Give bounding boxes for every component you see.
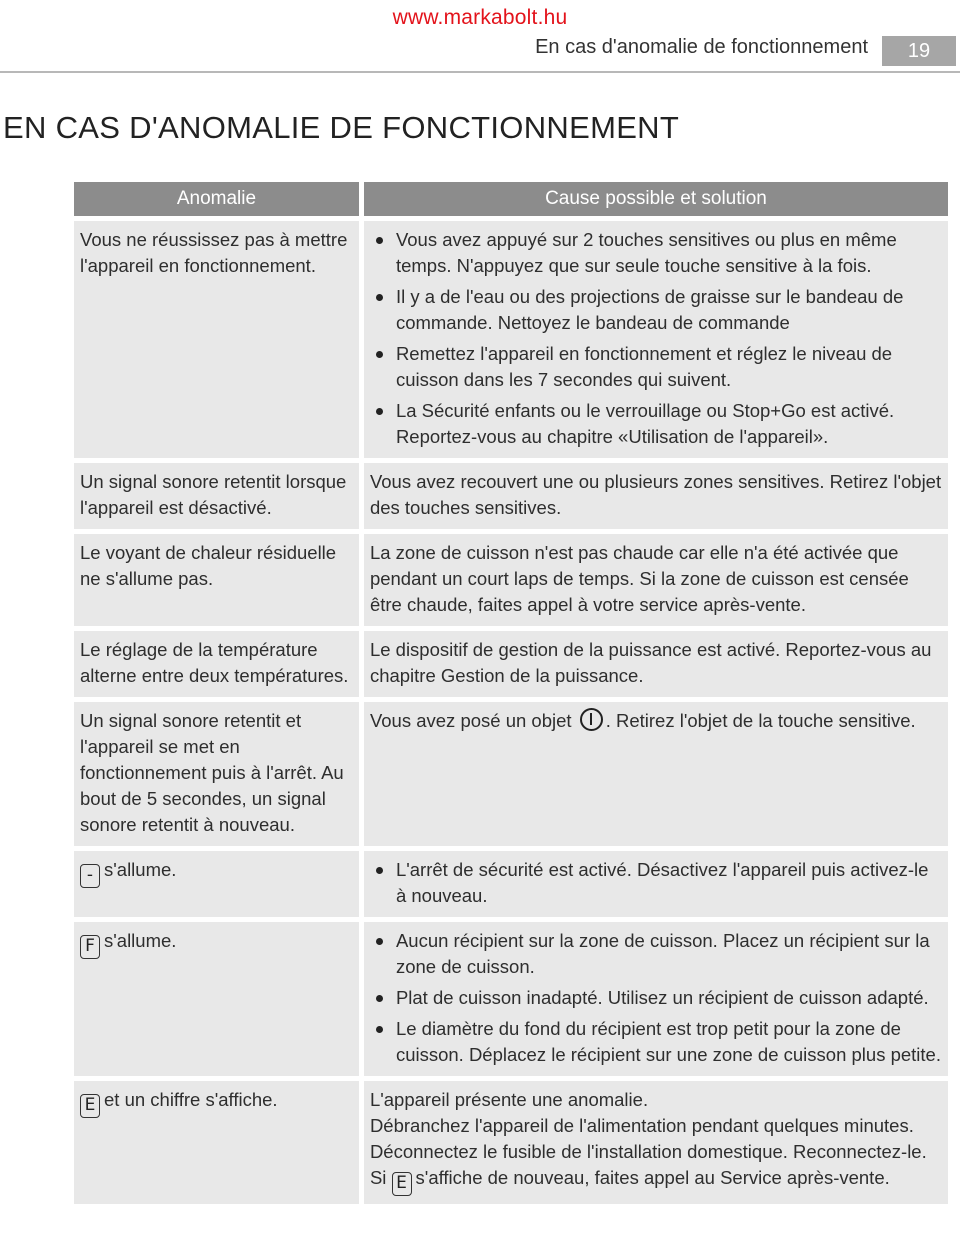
anomaly-cell	[74, 221, 359, 463]
table-header-row	[74, 182, 948, 221]
solution-text: Remettez l'appareil en fonctionnement et réglez le niveau de cuisson dans les 7 secondes qui suivent.	[395, 343, 893, 390]
anomaly-text: Vous ne réussissez pas à mettre l'appareil en fonctionnement.	[80, 229, 348, 276]
solution-paragraph	[370, 1113, 942, 1196]
solution-text: L'appareil présente une anomalie.	[369, 1089, 649, 1110]
solution-list	[370, 227, 942, 450]
bullet-icon	[376, 351, 383, 358]
table-row	[74, 463, 948, 534]
solution-text: La Sécurité enfants ou le verrouillage ou Stop+Go est activé. Reportez-vous au chapitre «Utilisation de l'appareil».	[395, 400, 895, 447]
list-item	[370, 341, 942, 393]
bullet-icon	[376, 408, 383, 415]
solution-text: s'affiche de nouveau, faites appel au Service après-vente.	[415, 1167, 890, 1188]
solution-list	[370, 857, 942, 909]
display-symbol-e-icon: E	[392, 1172, 412, 1196]
solution-text: Le dispositif de gestion de la puissance est activé. Reportez-vous au chapitre Gestion de la puissance.	[369, 639, 932, 686]
solution-text: Débranchez l'appareil de l'alimentation pendant quelques minutes. Déconnectez le fusible de l'installation domestique. Reconnectez-le. Si	[369, 1115, 927, 1188]
anomaly-cell	[74, 851, 359, 922]
anomaly-text: Un signal sonore retentit lorsque l'appareil est désactivé.	[80, 471, 347, 518]
anomaly-cell	[74, 922, 359, 1081]
solution-cell	[364, 922, 948, 1081]
table-row	[74, 631, 948, 702]
page-number: 19	[882, 36, 956, 66]
anomaly-cell	[74, 631, 359, 702]
solution-text: Vous avez posé un objet	[369, 710, 572, 731]
table-row	[74, 702, 948, 851]
bullet-icon	[376, 867, 383, 874]
running-title: En cas d'anomalie de fonctionnement	[535, 36, 868, 58]
bullet-icon	[376, 938, 383, 945]
solution-text: Vous avez appuyé sur 2 touches sensitives ou plus en même temps. N'appuyez que sur seule touche sensitive à la fois.	[395, 229, 897, 276]
solution-cell	[364, 851, 948, 922]
anomaly-cell	[74, 702, 359, 851]
list-item	[370, 928, 942, 980]
display-symbol-f-icon: F	[80, 935, 100, 959]
list-item	[370, 985, 942, 1011]
list-item	[370, 284, 942, 336]
anomaly-text: Le réglage de la température alterne entre deux températures.	[80, 639, 349, 686]
solution-cell	[364, 534, 948, 631]
bullet-icon	[376, 1026, 383, 1033]
column-header-solution: Cause possible et solution	[364, 182, 948, 221]
anomaly-text: et un chiffre s'affiche.	[104, 1089, 278, 1110]
display-symbol-e-icon: E	[80, 1094, 100, 1118]
watermark-url: www.markabolt.hu	[392, 6, 568, 29]
solution-list	[370, 928, 942, 1068]
list-item	[370, 227, 942, 279]
list-item	[370, 1016, 942, 1068]
solution-cell	[364, 463, 948, 534]
bullet-icon	[376, 294, 383, 301]
solution-cell	[364, 702, 948, 851]
anomaly-cell	[74, 534, 359, 631]
solution-cell	[364, 221, 948, 463]
solution-cell	[364, 1081, 948, 1209]
table-row	[74, 1081, 948, 1209]
anomaly-text: s'allume.	[104, 930, 177, 951]
list-item	[370, 398, 942, 450]
solution-text: Le diamètre du fond du récipient est trop petit pour la zone de cuisson. Déplacez le récipient sur une zone de cuisson plus petite.	[395, 1018, 941, 1065]
anomaly-text: Le voyant de chaleur résiduelle ne s'allume pas.	[80, 542, 337, 589]
table-row	[74, 534, 948, 631]
solution-text: La zone de cuisson n'est pas chaude car elle n'a été activée que pendant un court laps de temps. Si la zone de cuisson est censée être chaude, faites appel à votre service après-vente.	[369, 542, 909, 615]
bullet-icon	[376, 237, 383, 244]
column-header-anomaly: Anomalie	[74, 182, 359, 221]
bullet-icon	[376, 995, 383, 1002]
list-item	[370, 857, 942, 909]
solution-text: Il y a de l'eau ou des projections de graisse sur le bandeau de commande. Nettoyez le bandeau de commande	[395, 286, 904, 333]
anomaly-text: Un signal sonore retentit et l'appareil se met en fonctionnement puis à l'arrêt. Au bout de 5 secondes, un signal sonore retentit à nouveau.	[80, 710, 344, 835]
display-symbol-dash-icon: -	[80, 864, 100, 888]
anomaly-cell	[74, 463, 359, 534]
power-key-icon	[580, 708, 603, 731]
solution-text: Aucun récipient sur la zone de cuisson. Placez un récipient sur la zone de cuisson.	[395, 930, 930, 977]
troubleshooting-table	[69, 182, 953, 1209]
solution-text: . Retirez l'objet de la touche sensitive.	[605, 710, 916, 731]
table-row	[74, 851, 948, 922]
table-row	[74, 221, 948, 463]
table-row	[74, 922, 948, 1081]
solution-cell	[364, 631, 948, 702]
page-title: EN CAS D'ANOMALIE DE FONCTIONNEMENT	[3, 110, 680, 145]
header-divider	[0, 71, 960, 73]
solution-text: Plat de cuisson inadapté. Utilisez un récipient de cuisson adapté.	[395, 987, 929, 1008]
anomaly-cell	[74, 1081, 359, 1209]
anomaly-text: s'allume.	[104, 859, 177, 880]
solution-text: L'arrêt de sécurité est activé. Désactivez l'appareil puis activez-le à nouveau.	[395, 859, 929, 906]
solution-text: Vous avez recouvert une ou plusieurs zones sensitives. Retirez l'objet des touches sensitives.	[369, 471, 942, 518]
